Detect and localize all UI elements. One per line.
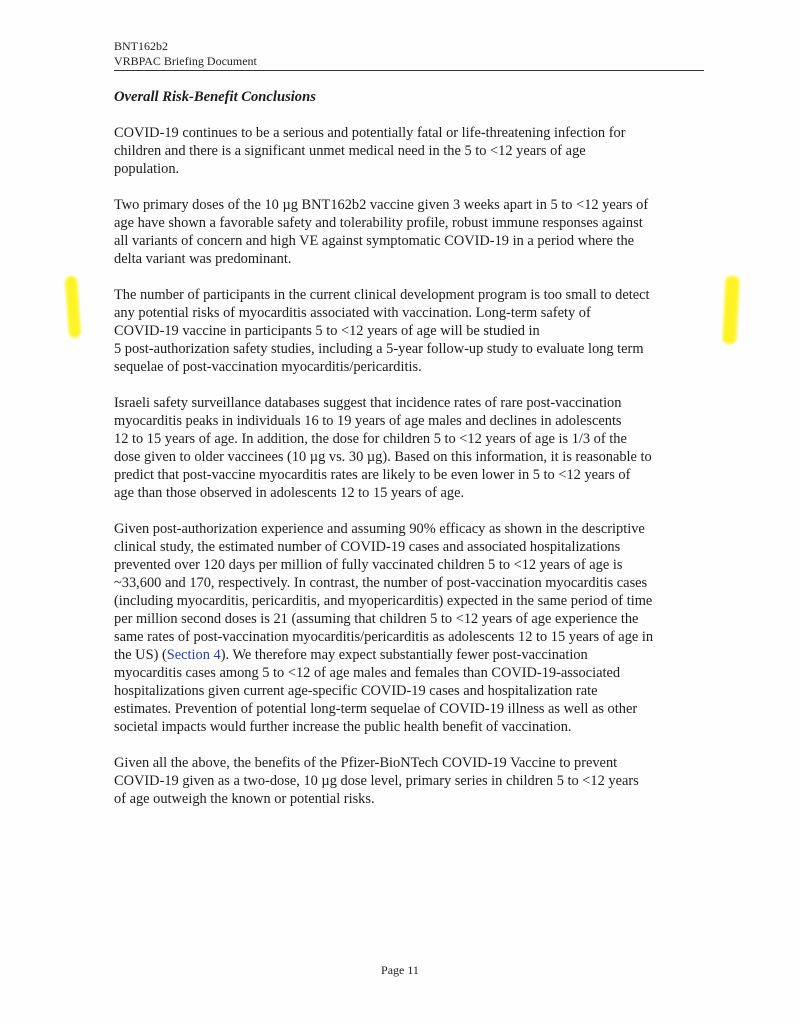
section-4-link[interactable]: Section 4 — [166, 647, 221, 663]
text-line: myocarditis cases among 5 to <12 of age males and females than COVID-19-associated — [114, 665, 621, 681]
text-line: Given post-authorization experience and assuming 90% efficacy as shown in the descriptive — [114, 521, 645, 537]
text-line: COVID-19 vaccine in participants 5 to <12 years of age will be studied in — [114, 323, 540, 339]
text-line: 5 post-authorization safety studies, including a 5-year follow-up study to evaluate long term — [114, 341, 644, 357]
text-line: of age outweigh the known or potential risks. — [114, 791, 375, 807]
text-line: population. — [114, 161, 180, 177]
text-line: ~33,600 and 170, respectively. In contrast, the number of post-vaccination myocarditis cases — [114, 575, 648, 591]
paragraph-5 — [114, 520, 706, 736]
text-line: Israeli safety surveillance databases suggest that incidence rates of rare post-vaccination — [114, 395, 622, 411]
paragraph-6 — [114, 754, 706, 808]
header-divider — [114, 70, 704, 71]
text-line: myocarditis peaks in individuals 16 to 19 years of age males and declines in adolescents — [114, 413, 622, 429]
text-line: estimates. Prevention of potential long-term sequelae of COVID-19 illness as well as other — [114, 701, 638, 717]
running-header — [114, 39, 704, 69]
text-line: The number of participants in the current clinical development program is too small to detect — [114, 287, 650, 303]
paragraph-1 — [114, 124, 706, 178]
text-line: predict that post-vaccine myocarditis rates are likely to be even lower in 5 to <12 years of — [114, 467, 631, 483]
section-title: Overall Risk-Benefit Conclusions — [114, 89, 316, 105]
text-line: all variants of concern and high VE against symptomatic COVID-19 in a period where the — [114, 233, 635, 249]
paragraph-4 — [114, 394, 706, 502]
page-number: Page 11 — [381, 963, 419, 977]
text-line: same rates of post-vaccination myocarditis/pericarditis as adolescents 12 to 15 years of age in — [114, 629, 654, 645]
text-line: dose given to older vaccinees (10 µg vs. 30 µg). Based on this information, it is reasonable to — [114, 449, 652, 465]
text-line: Given all the above, the benefits of the Pfizer-BioNTech COVID-19 Vaccine to prevent — [114, 755, 618, 771]
text-line: sequelae of post-vaccination myocarditis/pericarditis. — [114, 359, 422, 375]
link-line-suffix: ). We therefore may expect substantially fewer post-vaccination — [220, 647, 588, 663]
text-line: COVID-19 continues to be a serious and potentially fatal or life-threatening infection for — [114, 125, 626, 141]
text-line: 12 to 15 years of age. In addition, the dose for children 5 to <12 years of age is 1/3 of the — [114, 431, 627, 447]
highlight-mark-right — [722, 276, 740, 345]
text-line: age than those observed in adolescents 12 to 15 years of age. — [114, 485, 465, 501]
text-line: (including myocarditis, pericarditis, and myopericarditis) expected in the same period of time — [114, 593, 653, 609]
text-line-with-link — [114, 646, 706, 664]
text-line: Two primary doses of the 10 µg BNT162b2 vaccine given 3 weeks apart in 5 to <12 years of — [114, 197, 649, 213]
text-line: delta variant was predominant. — [114, 251, 292, 267]
text-line: children and there is a significant unmet medical need in the 5 to <12 years of age — [114, 143, 586, 159]
header-line-1: BNT162b2 — [114, 39, 168, 53]
paragraph-2 — [114, 196, 706, 268]
text-line: clinical study, the estimated number of COVID-19 cases and associated hospitalizations — [114, 539, 621, 555]
text-line: COVID-19 given as a two-dose, 10 µg dose level, primary series in children 5 to <12 years — [114, 773, 639, 789]
paragraph-3 — [114, 286, 706, 376]
text-line: age have shown a favorable safety and tolerability profile, robust immune responses against — [114, 215, 643, 231]
highlight-mark-left — [65, 276, 81, 339]
page-footer — [0, 963, 800, 978]
document-body — [114, 88, 706, 826]
text-line: hospitalizations given current age-specific COVID-19 cases and hospitalization rate — [114, 683, 598, 699]
header-line-2: VRBPAC Briefing Document — [114, 54, 257, 68]
text-line: societal impacts would further increase the public health benefit of vaccination. — [114, 719, 572, 735]
text-line: any potential risks of myocarditis associated with vaccination. Long-term safety of — [114, 305, 591, 321]
text-line: prevented over 120 days per million of fully vaccinated children 5 to <12 years of age is — [114, 557, 623, 573]
link-line-prefix: the US) ( — [114, 647, 167, 663]
text-line: per million second doses is 21 (assuming that children 5 to <12 years of age experience the — [114, 611, 639, 627]
